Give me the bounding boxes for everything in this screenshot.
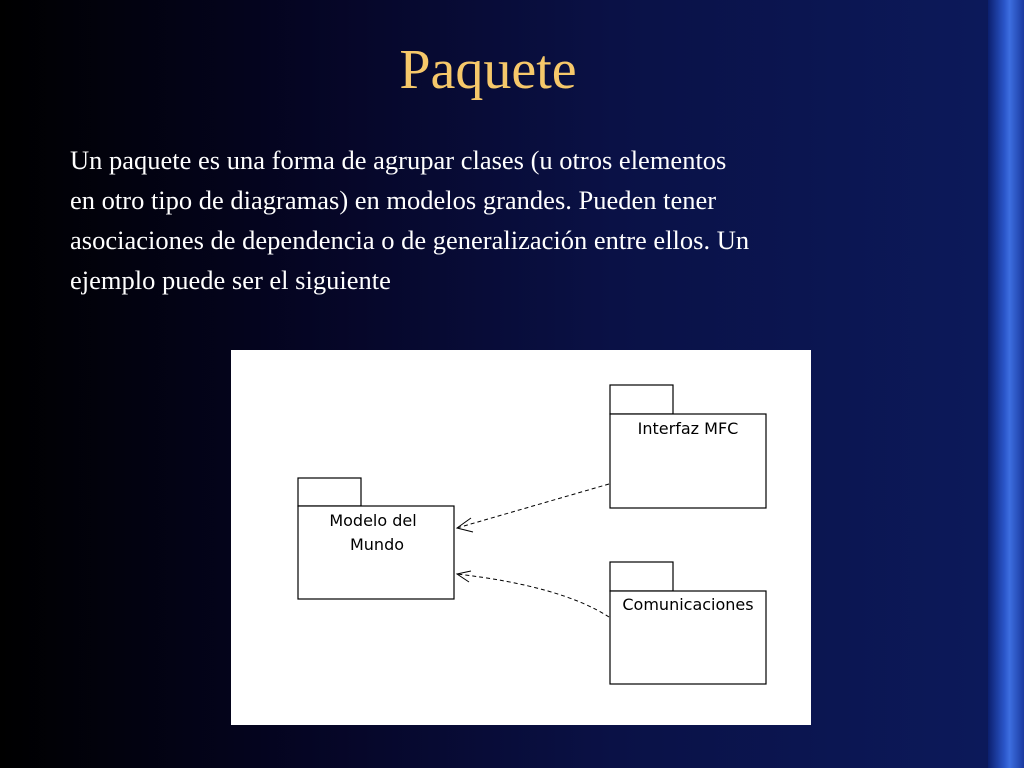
package-tab bbox=[610, 385, 673, 414]
slide-body-text bbox=[70, 140, 970, 300]
package-diagram bbox=[231, 350, 811, 725]
package-diagram-svg bbox=[231, 350, 811, 725]
body-line: Un paquete es una forma de agrupar clases (u otros elementos bbox=[70, 145, 727, 175]
decorative-side-bar bbox=[988, 0, 1024, 768]
body-line: en otro tipo de diagramas) en modelos grandes. Pueden tener bbox=[70, 185, 717, 215]
package-label: Comunicaciones bbox=[622, 595, 754, 614]
slide-title: Paquete bbox=[399, 39, 577, 101]
dependency-arrow-interfaz bbox=[457, 484, 609, 532]
package-label: Interfaz MFC bbox=[637, 419, 739, 438]
package-tab bbox=[298, 478, 361, 506]
package-interfaz-mfc bbox=[610, 385, 766, 508]
body-line: ejemplo puede ser el siguiente bbox=[70, 265, 391, 295]
package-label: Mundo bbox=[349, 535, 405, 554]
package-tab bbox=[610, 562, 673, 591]
package-comunicaciones bbox=[610, 562, 766, 684]
dependency-arrow-comunicaciones bbox=[457, 571, 609, 617]
package-modelo-del-mundo bbox=[298, 478, 454, 599]
body-line: asociaciones de dependencia o de generalización entre ellos. Un bbox=[70, 225, 750, 255]
package-label: Modelo del bbox=[329, 511, 417, 530]
